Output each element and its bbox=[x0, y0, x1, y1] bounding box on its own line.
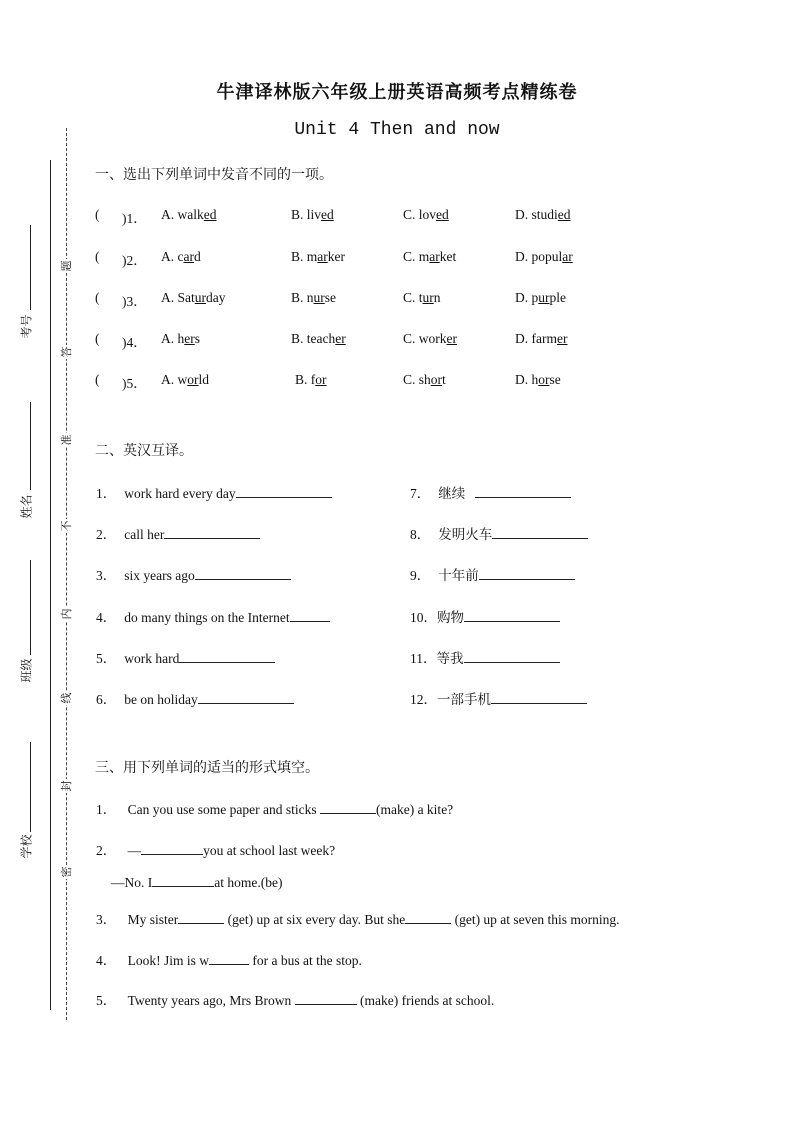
option-c bbox=[403, 372, 446, 388]
question-3-4 bbox=[96, 949, 362, 969]
option-text: B. n bbox=[291, 290, 314, 305]
question-text: for a bus at the stop. bbox=[249, 953, 362, 968]
option-text: ple bbox=[549, 290, 566, 305]
seal-char: 内 bbox=[60, 608, 73, 620]
option-text: ker bbox=[327, 249, 346, 264]
translate-item bbox=[410, 523, 588, 543]
option-c bbox=[403, 290, 441, 306]
translate-item bbox=[410, 688, 587, 708]
class-label: 班级 bbox=[19, 658, 34, 683]
answer-blank[interactable] bbox=[464, 650, 560, 663]
page-title: 牛津译林版六年级上册英语高频考点精练卷 bbox=[216, 82, 578, 103]
option-text: A. Sat bbox=[161, 290, 195, 305]
option-a bbox=[161, 207, 217, 223]
answer-blank[interactable] bbox=[195, 567, 291, 580]
underlined-letters: or bbox=[187, 372, 199, 387]
option-text: D. popul bbox=[515, 249, 563, 264]
translate-item bbox=[96, 482, 332, 502]
exam-number-field[interactable] bbox=[30, 225, 31, 310]
margin-border-line bbox=[50, 160, 51, 1010]
option-text: n bbox=[433, 290, 441, 305]
name-field[interactable] bbox=[30, 402, 31, 490]
underlined-letters: ur bbox=[422, 290, 434, 305]
answer-paren[interactable]: ( bbox=[95, 207, 100, 222]
question-number: )4． bbox=[122, 335, 147, 350]
option-a bbox=[161, 331, 200, 347]
question-number: 10． bbox=[410, 610, 437, 625]
question-number: )3． bbox=[122, 294, 147, 309]
page-subtitle: Unit 4 Then and now bbox=[294, 120, 500, 140]
translate-item bbox=[410, 564, 575, 584]
question-text: (make) a kite? bbox=[375, 802, 454, 817]
option-text: C. sh bbox=[403, 372, 431, 387]
question-number: 8． bbox=[410, 527, 431, 542]
translate-item bbox=[96, 523, 260, 543]
option-c bbox=[403, 331, 457, 347]
underlined-letters: ed bbox=[436, 207, 449, 222]
question-text: —No. I bbox=[111, 875, 153, 890]
question-text: Twenty years ago, Mrs Brown bbox=[127, 993, 295, 1008]
translate-item bbox=[96, 564, 291, 584]
translate-item bbox=[96, 647, 275, 667]
underlined-letters: ur bbox=[538, 290, 550, 305]
question-text: work hard every day bbox=[124, 486, 236, 501]
answer-blank[interactable] bbox=[405, 911, 451, 924]
question-number: 4． bbox=[96, 610, 117, 625]
underlined-letters: or bbox=[430, 372, 443, 387]
option-text: D. farm bbox=[515, 331, 557, 346]
option-text: B. f bbox=[295, 372, 316, 387]
option-text: A. h bbox=[161, 331, 185, 346]
seal-char: 题 bbox=[60, 260, 73, 272]
answer-blank[interactable] bbox=[295, 992, 357, 1005]
question-text: six years ago bbox=[124, 568, 195, 583]
section-3-heading: 三、用下列单词的适当的形式填空。 bbox=[95, 760, 319, 776]
question-text: 等我 bbox=[436, 651, 464, 667]
question-number: 5． bbox=[96, 651, 117, 666]
option-b bbox=[291, 331, 346, 347]
question-text: (get) up at seven this morning. bbox=[451, 912, 620, 927]
underlined-letters: ed bbox=[203, 207, 217, 222]
school-field[interactable] bbox=[30, 742, 31, 832]
question-text: 继续 bbox=[438, 486, 466, 502]
question-number: 2． bbox=[96, 843, 117, 858]
question-3-2-reply bbox=[111, 874, 282, 891]
underlined-letters: er bbox=[184, 331, 195, 346]
school-label: 学校 bbox=[19, 834, 34, 859]
option-c bbox=[403, 207, 449, 223]
question-number: 1． bbox=[96, 802, 117, 817]
seal-char: 线 bbox=[60, 692, 73, 704]
question-dash: — bbox=[127, 843, 142, 858]
answer-paren[interactable]: ( bbox=[95, 372, 100, 387]
option-d bbox=[515, 207, 571, 223]
option-a bbox=[161, 290, 226, 306]
question-text: be on holiday bbox=[124, 692, 198, 707]
underlined-letters: ar bbox=[183, 249, 194, 264]
answer-blank[interactable] bbox=[198, 691, 294, 704]
underlined-letters: ar bbox=[562, 249, 573, 264]
question-text: at home.(be) bbox=[214, 875, 283, 890]
question-number: 3． bbox=[96, 912, 117, 927]
question-number: 4． bbox=[96, 953, 117, 968]
option-text: D. studi bbox=[515, 207, 558, 222]
question-3-1 bbox=[96, 798, 453, 818]
answer-blank[interactable] bbox=[164, 526, 260, 539]
question-text: do many things on the Internet bbox=[124, 610, 290, 625]
underlined-letters: or bbox=[315, 372, 327, 387]
section-1-heading: 一、选出下列单词中发音不同的一项。 bbox=[95, 167, 333, 183]
option-b bbox=[291, 207, 334, 223]
question-3-5 bbox=[96, 989, 494, 1009]
translate-item bbox=[410, 606, 560, 626]
answer-blank[interactable] bbox=[290, 609, 330, 622]
question-text: 十年前 bbox=[438, 568, 479, 584]
question-text: My sister bbox=[127, 912, 179, 927]
answer-paren[interactable]: ( bbox=[95, 331, 100, 346]
option-text: C. m bbox=[403, 249, 430, 264]
answer-blank[interactable] bbox=[141, 842, 203, 855]
question-text: Look! Jim is w bbox=[127, 953, 210, 968]
answer-paren[interactable]: ( bbox=[95, 249, 100, 264]
question-text: (get) up at six every day. But she bbox=[224, 912, 406, 927]
option-text: C. t bbox=[403, 290, 423, 305]
question-text: 购物 bbox=[437, 610, 464, 626]
name-label: 姓名 bbox=[19, 494, 34, 519]
question-number: 6． bbox=[96, 692, 117, 707]
option-c bbox=[403, 249, 456, 265]
answer-blank[interactable] bbox=[475, 485, 571, 498]
option-text: se bbox=[549, 372, 561, 387]
question-text: you at school last week? bbox=[203, 843, 336, 858]
question-3-3 bbox=[96, 908, 620, 928]
section-2-heading: 二、英汉互译。 bbox=[95, 443, 193, 459]
option-text: A. walk bbox=[161, 207, 204, 222]
option-text: A. w bbox=[161, 372, 188, 387]
answer-blank[interactable] bbox=[236, 485, 332, 498]
option-text: D. h bbox=[515, 372, 539, 387]
translate-item bbox=[410, 482, 571, 502]
question-3-2 bbox=[96, 839, 335, 859]
underlined-letters: ur bbox=[194, 290, 206, 305]
question-number: 1． bbox=[96, 486, 117, 501]
question-number: 11． bbox=[410, 651, 437, 666]
underlined-letters: ur bbox=[313, 290, 325, 305]
seal-char: 不 bbox=[60, 520, 73, 532]
underlined-letters: er bbox=[446, 331, 457, 346]
question-number: 2． bbox=[96, 527, 117, 542]
option-a bbox=[161, 249, 201, 265]
question-text: 一部手机 bbox=[437, 692, 491, 708]
option-text: C. lov bbox=[403, 207, 437, 222]
answer-blank[interactable] bbox=[464, 609, 560, 622]
answer-blank[interactable] bbox=[491, 691, 587, 704]
option-text: ket bbox=[439, 249, 457, 264]
question-number: )5． bbox=[122, 376, 147, 391]
question-number: 9． bbox=[410, 568, 431, 583]
option-text: C. work bbox=[403, 331, 447, 346]
underlined-letters: ed bbox=[557, 207, 571, 222]
answer-blank[interactable] bbox=[152, 874, 214, 887]
translate-item bbox=[96, 606, 330, 626]
question-text: (make) friends at school. bbox=[356, 993, 495, 1008]
option-b bbox=[295, 372, 327, 388]
question-number: )1． bbox=[122, 211, 147, 226]
option-text: A. c bbox=[161, 249, 184, 264]
option-text: D. p bbox=[515, 290, 539, 305]
underlined-letters: ar bbox=[317, 249, 328, 264]
question-number: 3． bbox=[96, 568, 117, 583]
underlined-letters: ar bbox=[429, 249, 440, 264]
option-text: t bbox=[442, 372, 446, 387]
option-text: d bbox=[194, 249, 201, 264]
seal-char: 答 bbox=[60, 346, 73, 358]
option-d bbox=[515, 372, 561, 388]
option-d bbox=[515, 290, 566, 306]
seal-char: 准 bbox=[60, 434, 73, 446]
option-d bbox=[515, 331, 567, 347]
question-number: 5． bbox=[96, 993, 117, 1008]
translate-item bbox=[410, 647, 560, 667]
answer-blank[interactable] bbox=[320, 801, 376, 814]
option-a bbox=[161, 372, 209, 388]
answer-blank[interactable] bbox=[209, 952, 249, 965]
answer-blank[interactable] bbox=[492, 526, 588, 539]
option-text: B. liv bbox=[291, 207, 322, 222]
class-field[interactable] bbox=[30, 560, 31, 655]
answer-blank[interactable] bbox=[179, 650, 275, 663]
question-text: 发明火车 bbox=[438, 527, 493, 543]
question-text: work hard bbox=[124, 651, 180, 666]
question-number: 7． bbox=[410, 486, 431, 501]
answer-paren[interactable]: ( bbox=[95, 290, 100, 305]
question-text: call her bbox=[124, 527, 165, 542]
translate-item bbox=[96, 688, 294, 708]
option-b bbox=[291, 249, 345, 265]
option-text: se bbox=[324, 290, 337, 305]
underlined-letters: ed bbox=[321, 207, 334, 222]
option-text: B. m bbox=[291, 249, 318, 264]
option-d bbox=[515, 249, 573, 265]
option-b bbox=[291, 290, 336, 306]
exam-number-label: 考号 bbox=[19, 314, 34, 339]
answer-blank[interactable] bbox=[479, 567, 575, 580]
option-text: ld bbox=[198, 372, 210, 387]
underlined-letters: er bbox=[335, 331, 346, 346]
seal-char: 封 bbox=[60, 780, 73, 792]
question-number: )2． bbox=[122, 253, 147, 268]
option-text: day bbox=[206, 290, 226, 305]
underlined-letters: or bbox=[538, 372, 550, 387]
option-text: B. teach bbox=[291, 331, 336, 346]
question-text: Can you use some paper and sticks bbox=[127, 802, 320, 817]
option-text: s bbox=[194, 331, 201, 346]
question-number: 12． bbox=[410, 692, 437, 707]
answer-blank[interactable] bbox=[178, 911, 224, 924]
underlined-letters: er bbox=[556, 331, 568, 346]
seal-char: 密 bbox=[60, 866, 73, 878]
